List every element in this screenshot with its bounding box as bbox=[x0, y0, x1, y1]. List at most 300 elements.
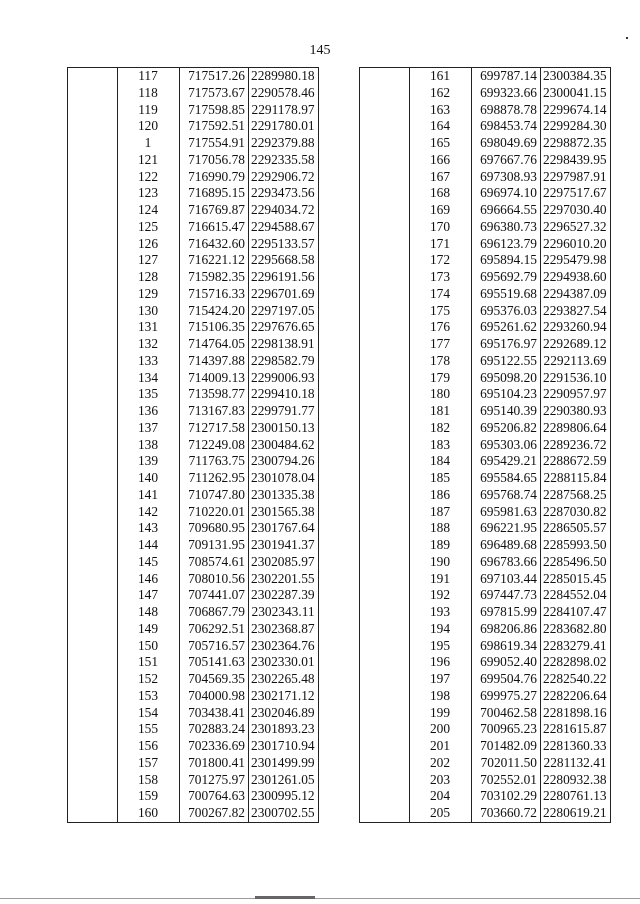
table-row bbox=[68, 420, 319, 437]
table-row bbox=[360, 202, 611, 219]
blank-cell bbox=[68, 118, 118, 135]
x-coordinate: 702552.01 bbox=[472, 772, 541, 789]
point-number: 119 bbox=[118, 102, 180, 119]
x-coordinate: 711262.95 bbox=[180, 470, 249, 487]
point-number: 164 bbox=[410, 118, 472, 135]
x-coordinate: 695140.39 bbox=[472, 403, 541, 420]
table-row bbox=[360, 705, 611, 722]
y-coordinate: 2296527.32 bbox=[541, 219, 611, 236]
blank-cell bbox=[68, 604, 118, 621]
point-number: 117 bbox=[118, 68, 180, 85]
x-coordinate: 717554.91 bbox=[180, 135, 249, 152]
x-coordinate: 717592.51 bbox=[180, 118, 249, 135]
table-row bbox=[360, 185, 611, 202]
table-row bbox=[360, 319, 611, 336]
point-number: 204 bbox=[410, 788, 472, 805]
point-number: 159 bbox=[118, 788, 180, 805]
point-number: 190 bbox=[410, 554, 472, 571]
y-coordinate: 2285993.50 bbox=[541, 537, 611, 554]
table-row bbox=[68, 185, 319, 202]
x-coordinate: 701482.09 bbox=[472, 738, 541, 755]
x-coordinate: 709131.95 bbox=[180, 537, 249, 554]
point-number: 127 bbox=[118, 252, 180, 269]
y-coordinate: 2300384.35 bbox=[541, 68, 611, 85]
point-number: 154 bbox=[118, 705, 180, 722]
x-coordinate: 700462.58 bbox=[472, 705, 541, 722]
point-number: 141 bbox=[118, 487, 180, 504]
y-coordinate: 2296191.56 bbox=[249, 269, 319, 286]
y-coordinate: 2293260.94 bbox=[541, 319, 611, 336]
table-row bbox=[360, 169, 611, 186]
blank-cell bbox=[360, 671, 410, 688]
table-row bbox=[68, 152, 319, 169]
point-number: 132 bbox=[118, 336, 180, 353]
table-row bbox=[360, 671, 611, 688]
y-coordinate: 2289236.72 bbox=[541, 437, 611, 454]
y-coordinate: 2288115.84 bbox=[541, 470, 611, 487]
blank-cell bbox=[68, 102, 118, 119]
x-coordinate: 710220.01 bbox=[180, 504, 249, 521]
blank-cell bbox=[68, 202, 118, 219]
x-coordinate: 716432.60 bbox=[180, 236, 249, 253]
table-row bbox=[360, 420, 611, 437]
table-row bbox=[68, 671, 319, 688]
y-coordinate: 2290957.97 bbox=[541, 386, 611, 403]
point-number: 128 bbox=[118, 269, 180, 286]
y-coordinate: 2301335.38 bbox=[249, 487, 319, 504]
y-coordinate: 2295479.98 bbox=[541, 252, 611, 269]
blank-cell bbox=[68, 353, 118, 370]
blank-cell bbox=[68, 236, 118, 253]
table-row bbox=[360, 638, 611, 655]
y-coordinate: 2287568.25 bbox=[541, 487, 611, 504]
blank-cell bbox=[360, 621, 410, 638]
table-row bbox=[68, 286, 319, 303]
y-coordinate: 2296701.69 bbox=[249, 286, 319, 303]
point-number: 189 bbox=[410, 537, 472, 554]
x-coordinate: 704000.98 bbox=[180, 688, 249, 705]
table-row bbox=[68, 554, 319, 571]
point-number: 203 bbox=[410, 772, 472, 789]
point-number: 186 bbox=[410, 487, 472, 504]
y-coordinate: 2300702.55 bbox=[249, 805, 319, 822]
table-row bbox=[360, 520, 611, 537]
scan-speck bbox=[626, 37, 628, 39]
table-row bbox=[68, 520, 319, 537]
y-coordinate: 2290380.93 bbox=[541, 403, 611, 420]
y-coordinate: 2297987.91 bbox=[541, 169, 611, 186]
point-number: 174 bbox=[410, 286, 472, 303]
point-number: 182 bbox=[410, 420, 472, 437]
point-number: 135 bbox=[118, 386, 180, 403]
x-coordinate: 696123.79 bbox=[472, 236, 541, 253]
x-coordinate: 696489.68 bbox=[472, 537, 541, 554]
point-number: 153 bbox=[118, 688, 180, 705]
y-coordinate: 2302046.89 bbox=[249, 705, 319, 722]
point-number: 125 bbox=[118, 219, 180, 236]
table-row bbox=[68, 453, 319, 470]
y-coordinate: 2288672.59 bbox=[541, 453, 611, 470]
point-number: 191 bbox=[410, 571, 472, 588]
point-number: 177 bbox=[410, 336, 472, 353]
x-coordinate: 699787.14 bbox=[472, 68, 541, 85]
table-row bbox=[360, 470, 611, 487]
x-coordinate: 695261.62 bbox=[472, 319, 541, 336]
blank-cell bbox=[68, 185, 118, 202]
y-coordinate: 2281132.41 bbox=[541, 755, 611, 772]
blank-cell bbox=[360, 604, 410, 621]
table-row bbox=[360, 453, 611, 470]
y-coordinate: 2301767.64 bbox=[249, 520, 319, 537]
blank-cell bbox=[360, 336, 410, 353]
x-coordinate: 695894.15 bbox=[472, 252, 541, 269]
table-row bbox=[360, 252, 611, 269]
point-number: 138 bbox=[118, 437, 180, 454]
y-coordinate: 2294588.67 bbox=[249, 219, 319, 236]
y-coordinate: 2299674.14 bbox=[541, 102, 611, 119]
point-number: 157 bbox=[118, 755, 180, 772]
y-coordinate: 2297517.67 bbox=[541, 185, 611, 202]
blank-cell bbox=[68, 135, 118, 152]
x-coordinate: 697667.76 bbox=[472, 152, 541, 169]
y-coordinate: 2302265.48 bbox=[249, 671, 319, 688]
blank-cell bbox=[68, 554, 118, 571]
blank-cell bbox=[68, 252, 118, 269]
point-number: 148 bbox=[118, 604, 180, 621]
blank-cell bbox=[360, 638, 410, 655]
table-row bbox=[68, 621, 319, 638]
x-coordinate: 701800.41 bbox=[180, 755, 249, 772]
table-row bbox=[68, 269, 319, 286]
x-coordinate: 695176.97 bbox=[472, 336, 541, 353]
y-coordinate: 2298872.35 bbox=[541, 135, 611, 152]
coordinates-table-left bbox=[67, 67, 319, 823]
table-row bbox=[68, 772, 319, 789]
y-coordinate: 2300995.12 bbox=[249, 788, 319, 805]
point-number: 142 bbox=[118, 504, 180, 521]
blank-cell bbox=[360, 721, 410, 738]
table-row bbox=[68, 537, 319, 554]
x-coordinate: 712249.08 bbox=[180, 437, 249, 454]
blank-cell bbox=[360, 185, 410, 202]
table-row bbox=[360, 504, 611, 521]
y-coordinate: 2281898.16 bbox=[541, 705, 611, 722]
point-number: 121 bbox=[118, 152, 180, 169]
y-coordinate: 2293827.54 bbox=[541, 303, 611, 320]
blank-cell bbox=[68, 537, 118, 554]
table-row bbox=[360, 118, 611, 135]
blank-cell bbox=[68, 755, 118, 772]
table-row bbox=[360, 805, 611, 822]
point-number: 134 bbox=[118, 370, 180, 387]
blank-cell bbox=[68, 504, 118, 521]
point-number: 195 bbox=[410, 638, 472, 655]
point-number: 150 bbox=[118, 638, 180, 655]
x-coordinate: 698049.69 bbox=[472, 135, 541, 152]
y-coordinate: 2280761.13 bbox=[541, 788, 611, 805]
x-coordinate: 702336.69 bbox=[180, 738, 249, 755]
point-number: 197 bbox=[410, 671, 472, 688]
blank-cell bbox=[360, 470, 410, 487]
blank-cell bbox=[68, 336, 118, 353]
table-row bbox=[360, 604, 611, 621]
point-number: 155 bbox=[118, 721, 180, 738]
y-coordinate: 2302171.12 bbox=[249, 688, 319, 705]
x-coordinate: 697447.73 bbox=[472, 587, 541, 604]
table-row bbox=[360, 571, 611, 588]
point-number: 178 bbox=[410, 353, 472, 370]
x-coordinate: 716615.47 bbox=[180, 219, 249, 236]
point-number: 163 bbox=[410, 102, 472, 119]
y-coordinate: 2280932.38 bbox=[541, 772, 611, 789]
point-number: 165 bbox=[410, 135, 472, 152]
x-coordinate: 695981.63 bbox=[472, 504, 541, 521]
y-coordinate: 2298582.79 bbox=[249, 353, 319, 370]
blank-cell bbox=[68, 453, 118, 470]
y-coordinate: 2292906.72 bbox=[249, 169, 319, 186]
point-number: 175 bbox=[410, 303, 472, 320]
blank-cell bbox=[360, 504, 410, 521]
table-row bbox=[360, 688, 611, 705]
x-coordinate: 695122.55 bbox=[472, 353, 541, 370]
table-row bbox=[360, 85, 611, 102]
x-coordinate: 715424.20 bbox=[180, 303, 249, 320]
y-coordinate: 2287030.82 bbox=[541, 504, 611, 521]
x-coordinate: 695584.65 bbox=[472, 470, 541, 487]
blank-cell bbox=[360, 571, 410, 588]
x-coordinate: 701275.97 bbox=[180, 772, 249, 789]
point-number: 202 bbox=[410, 755, 472, 772]
x-coordinate: 700764.63 bbox=[180, 788, 249, 805]
x-coordinate: 717573.67 bbox=[180, 85, 249, 102]
point-number: 185 bbox=[410, 470, 472, 487]
blank-cell bbox=[68, 587, 118, 604]
table-row bbox=[360, 621, 611, 638]
blank-cell bbox=[360, 319, 410, 336]
point-number: 170 bbox=[410, 219, 472, 236]
table-row bbox=[360, 788, 611, 805]
table-row bbox=[360, 370, 611, 387]
blank-cell bbox=[360, 252, 410, 269]
table-row bbox=[68, 336, 319, 353]
table-row bbox=[360, 721, 611, 738]
point-number: 192 bbox=[410, 587, 472, 604]
x-coordinate: 703438.41 bbox=[180, 705, 249, 722]
y-coordinate: 2295133.57 bbox=[249, 236, 319, 253]
y-coordinate: 2297030.40 bbox=[541, 202, 611, 219]
y-coordinate: 2299006.93 bbox=[249, 370, 319, 387]
y-coordinate: 2302364.76 bbox=[249, 638, 319, 655]
y-coordinate: 2293473.56 bbox=[249, 185, 319, 202]
blank-cell bbox=[360, 236, 410, 253]
x-coordinate: 700267.82 bbox=[180, 805, 249, 822]
y-coordinate: 2281360.33 bbox=[541, 738, 611, 755]
y-coordinate: 2302330.01 bbox=[249, 654, 319, 671]
x-coordinate: 710747.80 bbox=[180, 487, 249, 504]
coordinates-table-right bbox=[359, 67, 611, 823]
table-row bbox=[360, 755, 611, 772]
y-coordinate: 2285496.50 bbox=[541, 554, 611, 571]
table-row bbox=[360, 554, 611, 571]
x-coordinate: 716221.12 bbox=[180, 252, 249, 269]
table-row bbox=[360, 135, 611, 152]
blank-cell bbox=[68, 68, 118, 85]
y-coordinate: 2294034.72 bbox=[249, 202, 319, 219]
y-coordinate: 2302287.39 bbox=[249, 587, 319, 604]
table-row bbox=[68, 102, 319, 119]
blank-cell bbox=[360, 370, 410, 387]
table-row bbox=[68, 705, 319, 722]
x-coordinate: 705716.57 bbox=[180, 638, 249, 655]
blank-cell bbox=[68, 772, 118, 789]
point-number: 144 bbox=[118, 537, 180, 554]
blank-cell bbox=[360, 303, 410, 320]
x-coordinate: 695104.23 bbox=[472, 386, 541, 403]
blank-cell bbox=[360, 688, 410, 705]
x-coordinate: 698453.74 bbox=[472, 118, 541, 135]
blank-cell bbox=[68, 520, 118, 537]
table-row bbox=[68, 353, 319, 370]
blank-cell bbox=[68, 788, 118, 805]
point-number: 120 bbox=[118, 118, 180, 135]
x-coordinate: 695376.03 bbox=[472, 303, 541, 320]
table-row bbox=[68, 386, 319, 403]
blank-cell bbox=[68, 654, 118, 671]
blank-cell bbox=[360, 437, 410, 454]
point-number: 173 bbox=[410, 269, 472, 286]
y-coordinate: 2292379.88 bbox=[249, 135, 319, 152]
x-coordinate: 697103.44 bbox=[472, 571, 541, 588]
blank-cell bbox=[68, 621, 118, 638]
point-number: 193 bbox=[410, 604, 472, 621]
blank-cell bbox=[68, 169, 118, 186]
x-coordinate: 696664.55 bbox=[472, 202, 541, 219]
bottom-scan-edge bbox=[0, 898, 640, 899]
point-number: 158 bbox=[118, 772, 180, 789]
x-coordinate: 708574.61 bbox=[180, 554, 249, 571]
point-number: 167 bbox=[410, 169, 472, 186]
table-row bbox=[360, 437, 611, 454]
blank-cell bbox=[360, 805, 410, 822]
y-coordinate: 2283279.41 bbox=[541, 638, 611, 655]
table-row bbox=[68, 370, 319, 387]
y-coordinate: 2291536.10 bbox=[541, 370, 611, 387]
blank-cell bbox=[68, 85, 118, 102]
blank-cell bbox=[68, 437, 118, 454]
y-coordinate: 2300041.15 bbox=[541, 85, 611, 102]
table-row bbox=[360, 537, 611, 554]
x-coordinate: 714397.88 bbox=[180, 353, 249, 370]
point-number: 168 bbox=[410, 185, 472, 202]
x-coordinate: 695429.21 bbox=[472, 453, 541, 470]
blank-cell bbox=[68, 286, 118, 303]
y-coordinate: 2295668.58 bbox=[249, 252, 319, 269]
blank-cell bbox=[68, 571, 118, 588]
table-row bbox=[360, 219, 611, 236]
y-coordinate: 2299791.77 bbox=[249, 403, 319, 420]
x-coordinate: 700965.23 bbox=[472, 721, 541, 738]
x-coordinate: 703660.72 bbox=[472, 805, 541, 822]
point-number: 145 bbox=[118, 554, 180, 571]
table-row bbox=[68, 403, 319, 420]
point-number: 139 bbox=[118, 453, 180, 470]
x-coordinate: 702011.50 bbox=[472, 755, 541, 772]
point-number: 162 bbox=[410, 85, 472, 102]
x-coordinate: 706292.51 bbox=[180, 621, 249, 638]
point-number: 176 bbox=[410, 319, 472, 336]
y-coordinate: 2289806.64 bbox=[541, 420, 611, 437]
blank-cell bbox=[360, 102, 410, 119]
y-coordinate: 2301941.37 bbox=[249, 537, 319, 554]
blank-cell bbox=[68, 738, 118, 755]
table-row bbox=[68, 638, 319, 655]
table-row bbox=[68, 135, 319, 152]
table-row bbox=[68, 118, 319, 135]
point-number: 123 bbox=[118, 185, 180, 202]
table-row bbox=[68, 788, 319, 805]
blank-cell bbox=[360, 135, 410, 152]
y-coordinate: 2289980.18 bbox=[249, 68, 319, 85]
y-coordinate: 2282206.64 bbox=[541, 688, 611, 705]
point-number: 124 bbox=[118, 202, 180, 219]
blank-cell bbox=[360, 788, 410, 805]
table-row bbox=[68, 571, 319, 588]
table-row bbox=[360, 236, 611, 253]
x-coordinate: 715716.33 bbox=[180, 286, 249, 303]
point-number: 196 bbox=[410, 654, 472, 671]
point-number: 118 bbox=[118, 85, 180, 102]
y-coordinate: 2302368.87 bbox=[249, 621, 319, 638]
x-coordinate: 716990.79 bbox=[180, 169, 249, 186]
blank-cell bbox=[360, 520, 410, 537]
point-number: 172 bbox=[410, 252, 472, 269]
table-row bbox=[68, 85, 319, 102]
x-coordinate: 715982.35 bbox=[180, 269, 249, 286]
table-row bbox=[68, 487, 319, 504]
point-number: 152 bbox=[118, 671, 180, 688]
x-coordinate: 712717.58 bbox=[180, 420, 249, 437]
blank-cell bbox=[68, 420, 118, 437]
table-row bbox=[360, 286, 611, 303]
x-coordinate: 695303.06 bbox=[472, 437, 541, 454]
point-number: 179 bbox=[410, 370, 472, 387]
page-number: 145 bbox=[309, 43, 331, 58]
blank-cell bbox=[68, 638, 118, 655]
table-row bbox=[68, 169, 319, 186]
blank-cell bbox=[68, 688, 118, 705]
y-coordinate: 2284552.04 bbox=[541, 587, 611, 604]
blank-cell bbox=[360, 772, 410, 789]
blank-cell bbox=[360, 738, 410, 755]
blank-cell bbox=[68, 470, 118, 487]
point-number: 201 bbox=[410, 738, 472, 755]
y-coordinate: 2301078.04 bbox=[249, 470, 319, 487]
blank-cell bbox=[360, 68, 410, 85]
blank-cell bbox=[360, 219, 410, 236]
y-coordinate: 2292113.69 bbox=[541, 353, 611, 370]
y-coordinate: 2300484.62 bbox=[249, 437, 319, 454]
point-number: 188 bbox=[410, 520, 472, 537]
y-coordinate: 2294938.60 bbox=[541, 269, 611, 286]
table-row bbox=[360, 269, 611, 286]
table-row bbox=[360, 587, 611, 604]
y-coordinate: 2296010.20 bbox=[541, 236, 611, 253]
blank-cell bbox=[360, 152, 410, 169]
table-row bbox=[360, 738, 611, 755]
y-coordinate: 2283682.80 bbox=[541, 621, 611, 638]
table-row bbox=[68, 654, 319, 671]
point-number: 194 bbox=[410, 621, 472, 638]
